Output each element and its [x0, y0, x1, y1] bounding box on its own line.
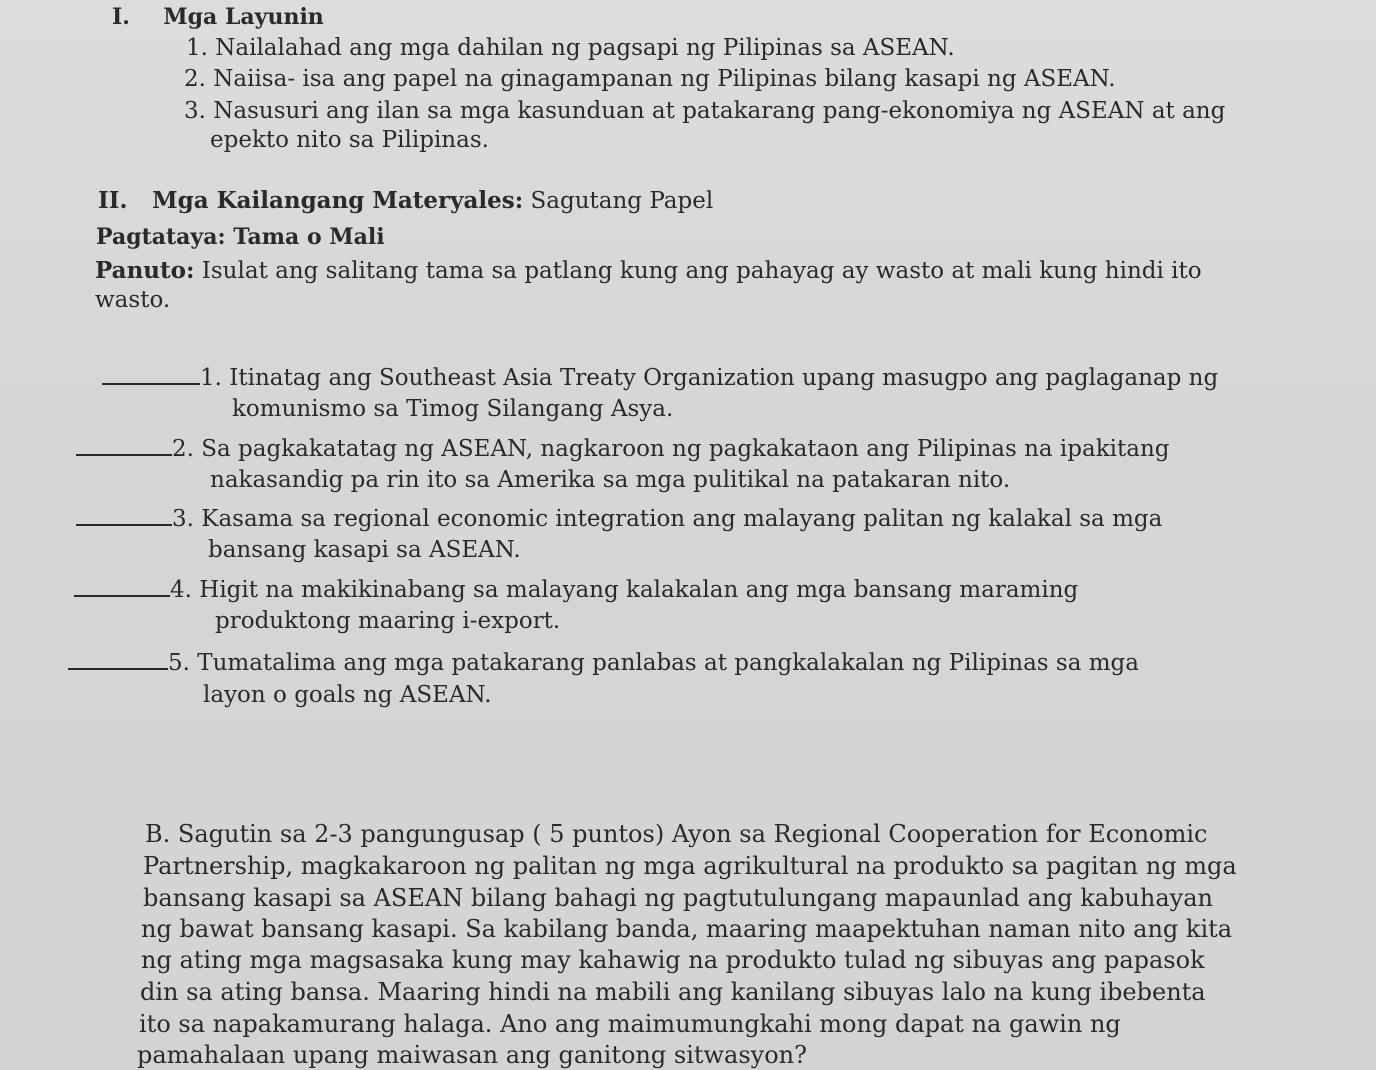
part-b-line: ng ating mga magsasaka kung may kahawig na produkto tulad ng sibuyas ang papasok: [141, 946, 1205, 974]
question-text: 3. Kasama sa regional economic integration ang malayang palitan ng kalakal sa mga: [172, 506, 1163, 532]
objective-3-cont: epekto nito sa Pilipinas.: [210, 127, 489, 153]
section-2-heading: [98, 187, 713, 214]
question-text-cont: layon o goals ng ASEAN.: [203, 682, 492, 708]
instruction-cont: wasto.: [95, 287, 171, 313]
question-item: [76, 506, 1162, 532]
section-2-value: Sagutang Papel: [530, 188, 714, 214]
objective-2: 2. Naiisa- isa ang papel na ginagampanan ng Pilipinas bilang kasapi ng ASEAN.: [184, 66, 1116, 92]
part-b-line: ito sa napakamurang halaga. Ano ang maimumungkahi mong dapat na gawin ng: [139, 1010, 1121, 1038]
instruction: [95, 257, 1202, 284]
answer-blank[interactable]: [68, 650, 168, 670]
question-text-cont: produktong maaring i-export.: [215, 608, 561, 634]
question-text: 4. Higit na makikinabang sa malayang kalakalan ang mga bansang maraming: [170, 577, 1079, 603]
section-1-numeral: I.: [112, 4, 130, 30]
part-b-line: Partnership, magkakaroon ng palitan ng mga agrikultural na produkto sa pagitan ng mga: [143, 852, 1237, 880]
instruction-label: Panuto:: [95, 257, 195, 284]
section-1-heading: [112, 4, 324, 30]
part-b-line: B. Sagutin sa 2-3 pangungusap ( 5 puntos) Ayon sa Regional Cooperation for Economic: [145, 820, 1208, 848]
section-1-title: Mga Layunin: [163, 4, 324, 30]
question-text: 1. Itinatag ang Southeast Asia Treaty Organization upang masugpo ang paglaganap ng: [200, 365, 1219, 391]
section-2-title: Mga Kailangang Materyales:: [152, 187, 524, 214]
question-item: [76, 436, 1170, 462]
answer-blank[interactable]: [74, 577, 170, 597]
question-item: [68, 650, 1139, 676]
part-b-line: din sa ating bansa. Maaring hindi na mabili ang kanilang sibuyas lalo na kung ibebenta: [140, 978, 1206, 1006]
answer-blank[interactable]: [76, 436, 172, 456]
question-item: [74, 577, 1078, 603]
section-2-numeral: II.: [98, 187, 128, 214]
question-text-cont: komunismo sa Timog Silangang Asya.: [232, 396, 674, 422]
answer-blank[interactable]: [76, 506, 172, 526]
objective-3: 3. Nasusuri ang ilan sa mga kasunduan at patakarang pang-ekonomiya ng ASEAN at ang: [184, 98, 1226, 124]
part-b-line: bansang kasapi sa ASEAN bilang bahagi ng pagtutulungang mapaunlad ang kabuhayan: [143, 884, 1213, 912]
answer-blank[interactable]: [102, 365, 200, 385]
part-b-line: pamahalaan upang maiwasan ang ganitong sitwasyon?: [137, 1041, 808, 1069]
question-item: [102, 365, 1218, 391]
question-text-cont: bansang kasapi sa ASEAN.: [208, 537, 521, 563]
question-text: 2. Sa pagkakatatag ng ASEAN, nagkaroon ng pagkakataon ang Pilipinas na ipakitang: [172, 436, 1170, 462]
instruction-text: Isulat ang salitang tama sa patlang kung ang pahayag ay wasto at mali kung hindi ito: [201, 258, 1202, 284]
objective-1: 1. Nailalahad ang mga dahilan ng pagsapi ng Pilipinas sa ASEAN.: [186, 35, 955, 61]
assessment-title: Pagtataya: Tama o Mali: [96, 224, 385, 250]
question-text-cont: nakasandig pa rin ito sa Amerika sa mga pulitikal na patakaran nito.: [210, 467, 1011, 493]
part-b-line: ng bawat bansang kasapi. Sa kabilang banda, maaring maapektuhan naman nito ang kita: [141, 915, 1233, 943]
question-text: 5. Tumatalima ang mga patakarang panlabas at pangkalakalan ng Pilipinas sa mga: [168, 650, 1139, 676]
